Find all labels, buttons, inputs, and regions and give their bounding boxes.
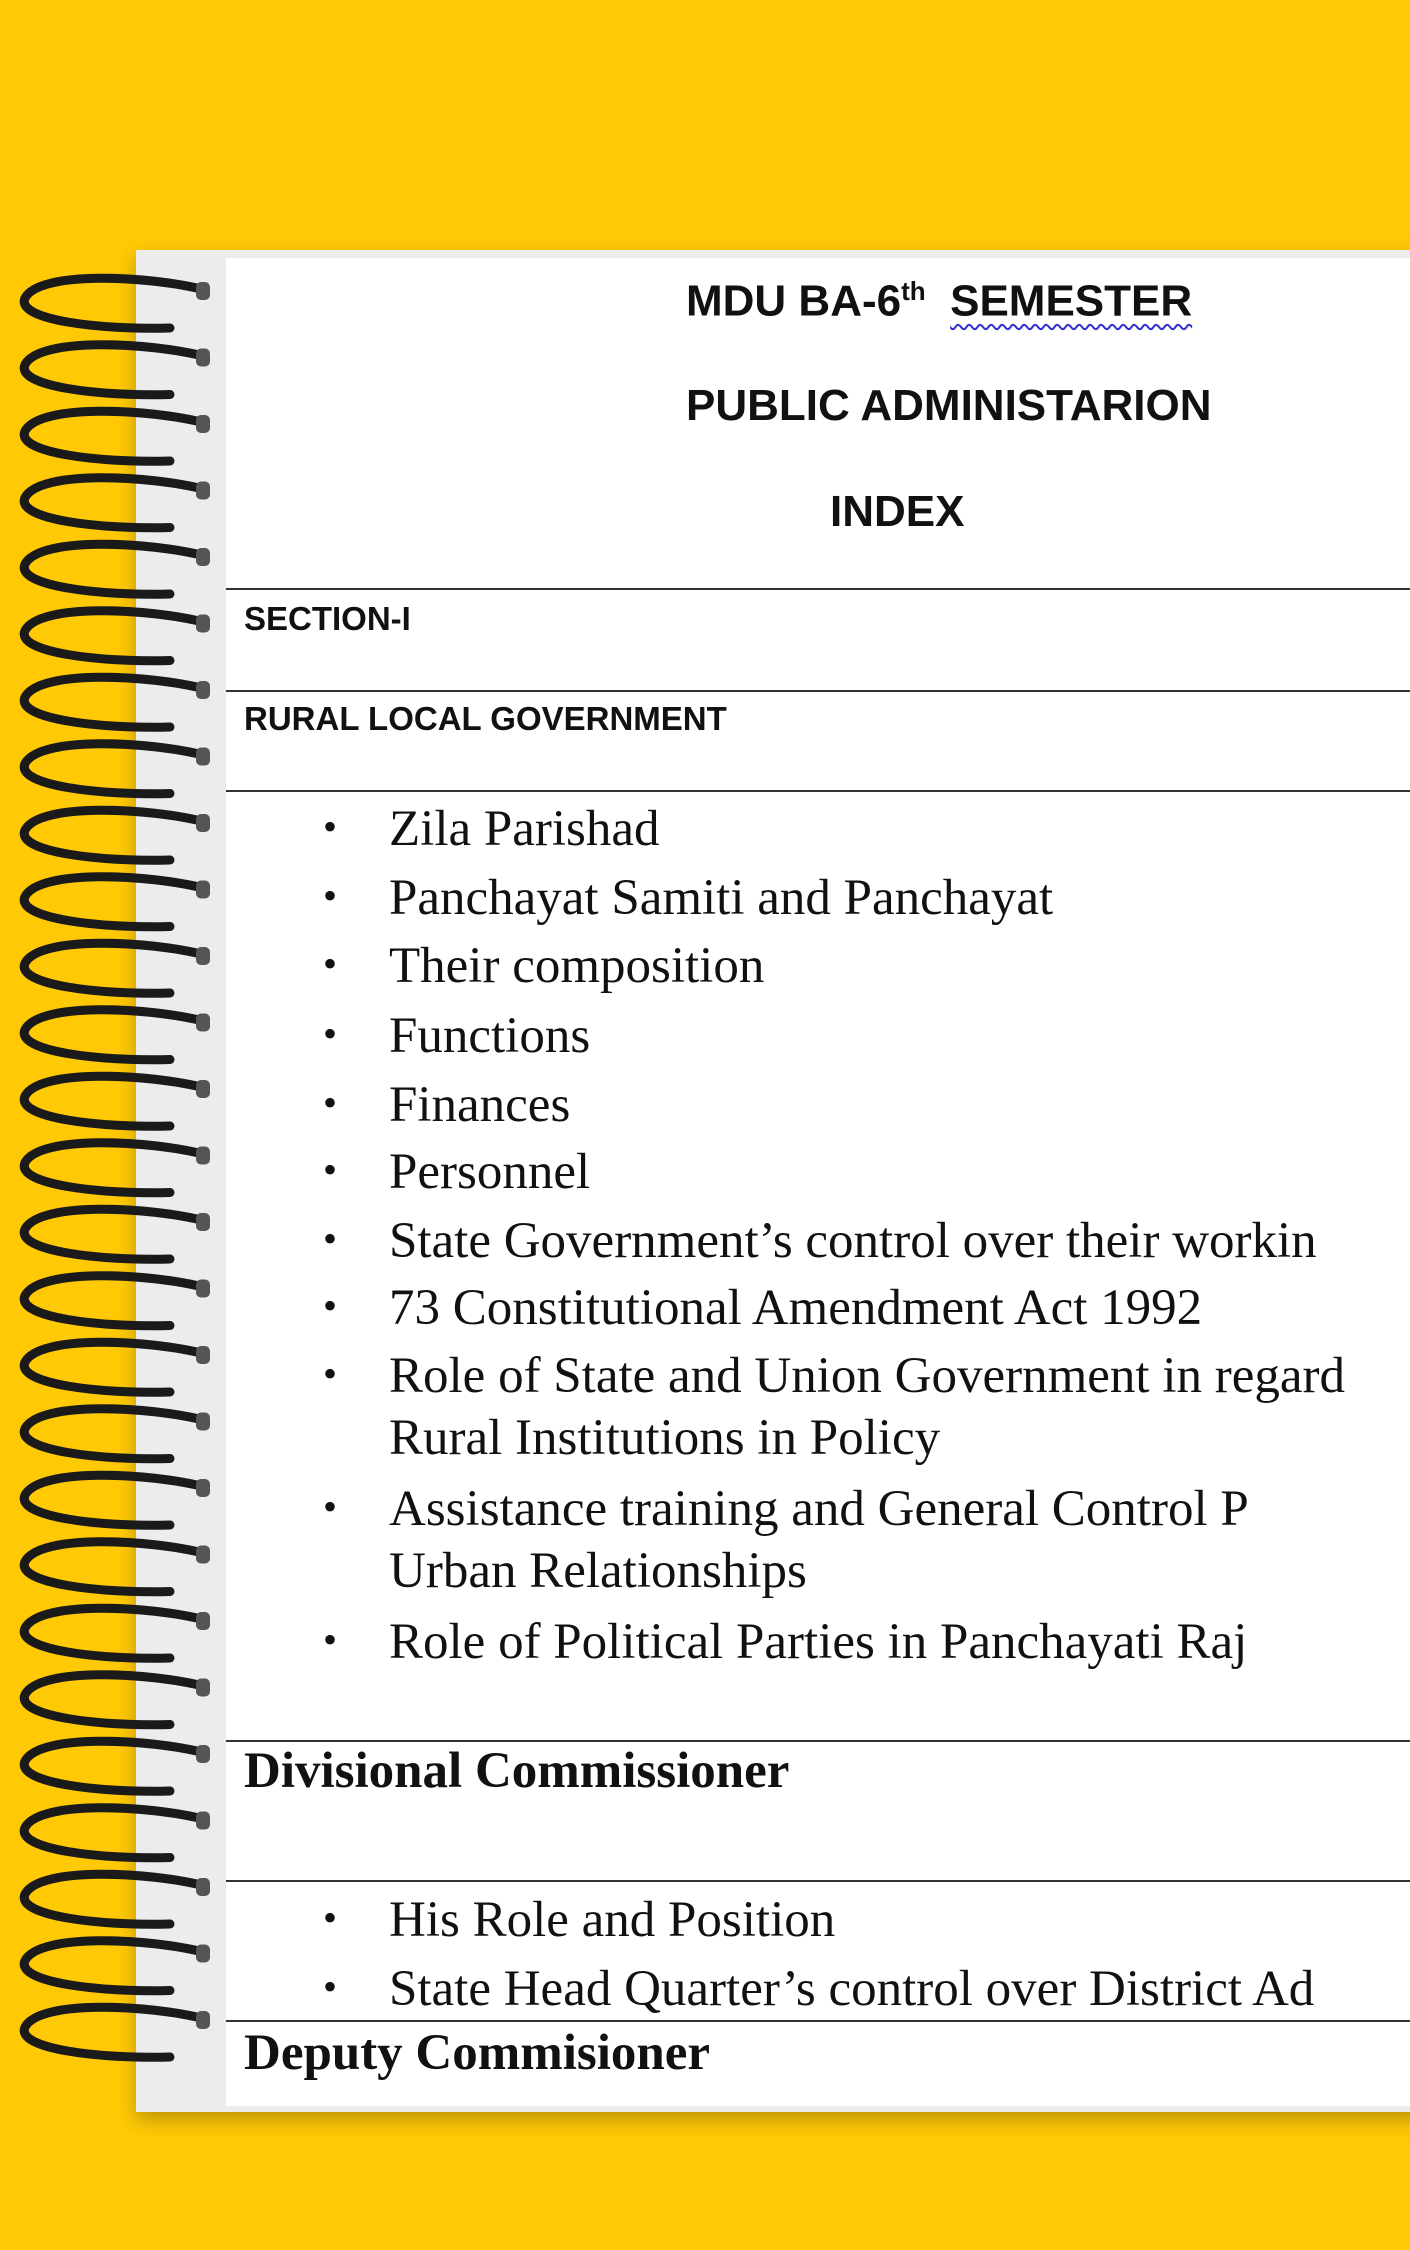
coil <box>24 1475 205 1525</box>
bullet-icon: • <box>323 1484 338 1529</box>
binding-hole <box>196 947 210 965</box>
coil <box>24 1874 205 1924</box>
coil <box>24 2007 205 2057</box>
binding-hole <box>196 681 210 699</box>
list-item: Personnel <box>389 1144 591 1200</box>
coil <box>24 1409 205 1459</box>
list-item: Role of State and Union Government in regard <box>389 1348 1346 1404</box>
coil <box>24 1675 205 1725</box>
list-item: 73 Constitutional Amendment Act 1992 <box>389 1280 1203 1336</box>
deputy-heading: Deputy Commisioner <box>244 2025 711 2081</box>
coil <box>24 1608 205 1658</box>
unit-label: RURAL LOCAL GOVERNMENT <box>244 700 727 737</box>
coil <box>24 1808 205 1858</box>
binding-hole <box>196 482 210 500</box>
coil <box>24 1076 205 1126</box>
coil <box>24 1741 205 1791</box>
coil <box>24 1010 205 1060</box>
binding-hole <box>196 548 210 566</box>
subject-title: PUBLIC ADMINISTARION <box>686 381 1212 430</box>
list-item: Zila Parishad <box>389 801 660 857</box>
list-item: Role of Political Parties in Panchayati Raj <box>389 1614 1248 1670</box>
list-item: Functions <box>389 1008 591 1064</box>
coil <box>24 478 205 528</box>
binding-hole <box>196 881 210 899</box>
binding-hole <box>196 615 210 633</box>
coil <box>24 1941 205 1991</box>
binding-hole <box>196 1413 210 1431</box>
bullet-icon: • <box>323 941 338 986</box>
bullet-icon: • <box>323 1964 338 2009</box>
coil <box>24 611 205 661</box>
binding-hole <box>196 282 210 300</box>
list-item: State Government’s control over their workin <box>389 1213 1317 1269</box>
list-item: Rural Institutions in Policy <box>389 1410 941 1466</box>
binding-hole <box>196 1213 210 1231</box>
binding-hole <box>196 1546 210 1564</box>
bullet-icon: • <box>323 1283 338 1328</box>
coil <box>24 1209 205 1259</box>
document-page <box>226 258 1410 2106</box>
coil <box>24 810 205 860</box>
bullet-icon: • <box>323 1011 338 1056</box>
bullet-icon: • <box>323 1617 338 1662</box>
binding-hole <box>196 2011 210 2029</box>
binding-hole <box>196 415 210 433</box>
binding-hole <box>196 1812 210 1830</box>
bullet-icon: • <box>323 1147 338 1192</box>
binding-hole <box>196 814 210 832</box>
coil <box>24 278 205 328</box>
divider <box>226 1880 1410 1882</box>
bullet-icon: • <box>323 804 338 849</box>
binding-hole <box>196 1612 210 1630</box>
coil <box>24 943 205 993</box>
bullet-icon: • <box>323 873 338 918</box>
coil <box>24 345 205 395</box>
divider <box>226 790 1410 792</box>
list-item: Their composition <box>389 938 765 994</box>
coil <box>24 411 205 461</box>
binding-hole <box>196 1878 210 1896</box>
coil <box>24 1342 205 1392</box>
binding-hole <box>196 1346 210 1364</box>
binding-hole <box>196 748 210 766</box>
index-title: INDEX <box>830 487 965 536</box>
coil <box>24 744 205 794</box>
section-label: SECTION-I <box>244 600 411 637</box>
list-item: Assistance training and General Control P <box>389 1481 1249 1537</box>
divider <box>226 690 1410 692</box>
coil <box>24 544 205 594</box>
spiral-binding-icon <box>0 250 240 2110</box>
list-item: Panchayat Samiti and Panchayat <box>389 870 1054 926</box>
binding-hole <box>196 1014 210 1032</box>
binding-hole <box>196 1080 210 1098</box>
list-item: Urban Relationships <box>389 1543 807 1599</box>
coil <box>24 877 205 927</box>
binding-hole <box>196 1679 210 1697</box>
list-item: State Head Quarter’s control over District Ad <box>389 1961 1315 2017</box>
binding-hole <box>196 1147 210 1165</box>
binding-hole <box>196 1745 210 1763</box>
coil <box>24 1143 205 1193</box>
list-item: Finances <box>389 1077 571 1133</box>
binding-hole <box>196 1280 210 1298</box>
binding-hole <box>196 349 210 367</box>
list-item: His Role and Position <box>389 1892 836 1948</box>
document-title: MDU BA-6th SEMESTER <box>686 276 1193 326</box>
divisional-heading: Divisional Commissioner <box>244 1743 790 1799</box>
coil <box>24 677 205 727</box>
bullet-icon: • <box>323 1216 338 1261</box>
binding-hole <box>196 1945 210 1963</box>
coil <box>24 1542 205 1592</box>
divider <box>226 588 1410 590</box>
bullet-icon: • <box>323 1080 338 1125</box>
bullet-icon: • <box>323 1895 338 1940</box>
divider <box>226 2020 1410 2022</box>
bullet-icon: • <box>323 1351 338 1396</box>
coil <box>24 1276 205 1326</box>
binding-hole <box>196 1479 210 1497</box>
